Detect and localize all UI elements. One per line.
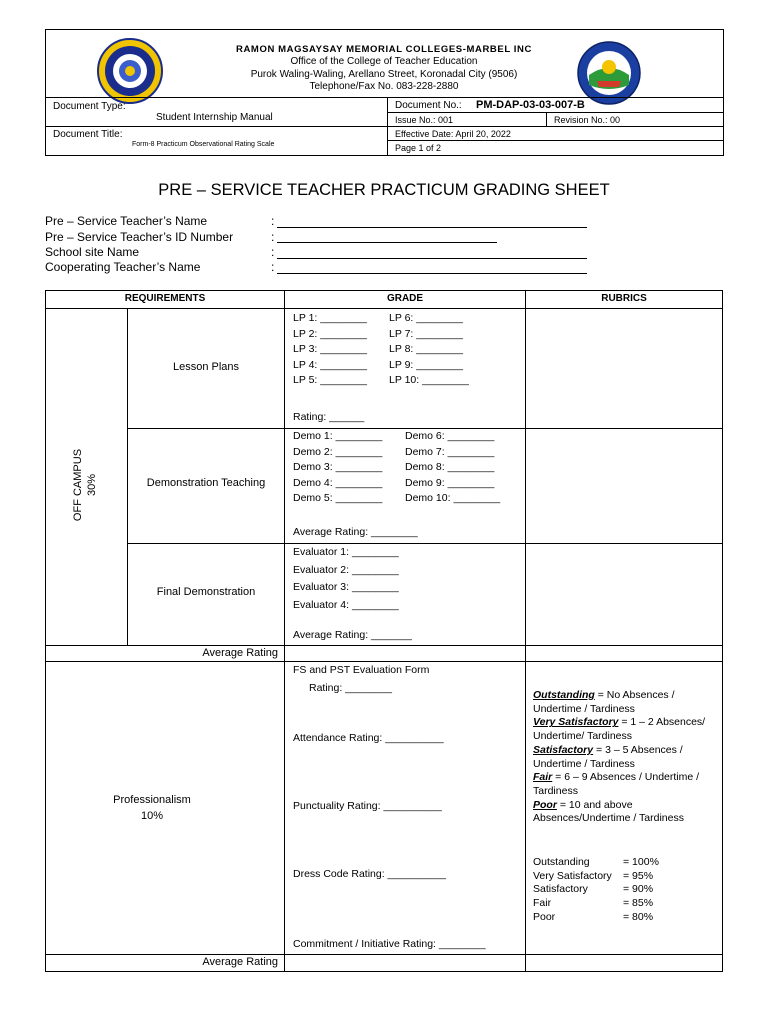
scale-name: Satisfactory [533, 883, 588, 896]
final-demo-grade-cell [284, 543, 526, 646]
doc-title-label: Document Title: [53, 129, 123, 140]
revision-no-cell [546, 112, 724, 127]
rating-scale [533, 856, 721, 924]
final-demo-average-rating[interactable]: Average Rating: _______ [293, 629, 412, 641]
demo-9[interactable]: Demo 9: ________ [405, 476, 495, 489]
average-rating-label-1: Average Rating [202, 647, 278, 659]
info-colon: : [271, 260, 275, 274]
demo-3[interactable]: Demo 3: ________ [293, 461, 383, 473]
evaluator-1[interactable]: Evaluator 1: ________ [293, 546, 399, 558]
attendance-rating[interactable]: Attendance Rating: __________ [293, 732, 444, 744]
off-campus-label [71, 425, 101, 545]
demo-1[interactable]: Demo 1: ________ [293, 430, 383, 442]
demo-average-rating[interactable]: Average Rating: ________ [293, 526, 418, 538]
office-name: Office of the College of Teacher Education [290, 56, 478, 67]
requirements-header-cell [45, 290, 285, 309]
lesson-plans-label: Lesson Plans [172, 361, 240, 373]
doc-no-value: PM-DAP-03-03-007-B [476, 99, 585, 111]
doc-title-value: Form-8 Practicum Observational Rating Scale [132, 141, 275, 148]
lp-rating[interactable]: Rating: ______ [293, 411, 365, 423]
doc-type-value: Student Internship Manual [156, 112, 273, 123]
professionalism-pct: 10% [140, 810, 164, 822]
final-demo-rubrics-cell [525, 543, 723, 646]
scale-row [533, 883, 721, 897]
commitment-rating[interactable]: Commitment / Initiative Rating: ________ [293, 938, 486, 950]
lp-2[interactable]: LP 2: ________ [293, 327, 367, 340]
info-label-id: Pre – Service Teacher’s ID Number [45, 230, 234, 244]
professionalism-cell [45, 661, 285, 955]
grade-header-cell [284, 290, 526, 309]
rubric-very-satisfactory [533, 716, 721, 743]
rubric-outstanding [533, 689, 721, 716]
id-field-line[interactable] [277, 242, 497, 243]
lp-9[interactable]: LP 9: ________ [389, 358, 463, 371]
institution-name: RAMON MAGSAYSAY MEMORIAL COLLEGES-MARBEL INC [236, 44, 532, 55]
rubric-satisfactory [533, 744, 721, 771]
lp-left-column [293, 311, 367, 389]
effective-date-cell [387, 126, 724, 141]
lesson-plans-rubrics-cell [525, 308, 723, 429]
scale-name: Poor [533, 910, 556, 923]
scale-value: = 90% [623, 883, 654, 896]
demo-5[interactable]: Demo 5: ________ [293, 492, 383, 504]
professionalism-grade-cell [284, 661, 526, 955]
cooperating-field-line[interactable] [277, 273, 587, 274]
demo-teaching-label: Demonstration Teaching [146, 477, 266, 489]
demo-8[interactable]: Demo 8: ________ [405, 461, 495, 473]
scale-row [533, 911, 721, 925]
fs-rating[interactable]: Rating: ________ [309, 682, 392, 694]
average-rating-grade-2[interactable] [284, 954, 526, 972]
lp-4[interactable]: LP 4: ________ [293, 358, 367, 371]
evaluator-3[interactable]: Evaluator 3: ________ [293, 581, 399, 593]
info-colon: : [271, 214, 275, 228]
grade-header: GRADE [386, 293, 424, 304]
scale-value: = 85% [623, 897, 654, 910]
rubric-term: Satisfactory [533, 743, 594, 756]
rubric-text: = 1 – 2 Absences/ Undertime/ Tardiness [533, 716, 706, 743]
doc-no-cell [387, 97, 724, 113]
scale-row [533, 897, 721, 911]
punctuality-rating[interactable]: Punctuality Rating: __________ [293, 800, 442, 812]
info-label-cooperating: Cooperating Teacher’s Name [45, 260, 201, 274]
issue-no-cell [387, 112, 547, 127]
scale-value: = 95% [623, 869, 654, 882]
evaluator-list [293, 544, 399, 614]
contact-number: Telephone/Fax No. 083-228-2880 [309, 81, 459, 92]
scale-name: Fair [533, 897, 552, 910]
dress-code-rating[interactable]: Dress Code Rating: __________ [293, 868, 446, 880]
rubric-poor [533, 799, 721, 826]
effective-date: Effective Date: April 20, 2022 [395, 129, 511, 139]
rubric-text: = 3 – 5 Absences / Undertime / Tardiness [533, 743, 683, 770]
lp-10[interactable]: LP 10: ________ [389, 374, 469, 386]
demo-2[interactable]: Demo 2: ________ [293, 445, 383, 458]
demo-6[interactable]: Demo 6: ________ [405, 430, 495, 442]
lp-1[interactable]: LP 1: ________ [293, 312, 367, 324]
scale-row [533, 856, 721, 870]
doc-title-cell [45, 126, 388, 156]
doc-no-label: Document No.: [395, 100, 462, 111]
lp-8[interactable]: LP 8: ________ [389, 343, 463, 355]
scale-value: = 100% [623, 856, 659, 868]
professionalism-rubrics-cell [525, 661, 723, 955]
issue-no: Issue No.: 001 [395, 115, 454, 125]
rubric-term: Poor [533, 798, 557, 811]
info-colon: : [271, 230, 275, 244]
final-demo-cell [127, 543, 285, 646]
average-rating-label-2: Average Rating [202, 956, 278, 968]
rubric-text: = 6 – 9 Absences / Undertime / Tardiness [533, 771, 700, 797]
rubrics-header: RUBRICS [601, 293, 647, 304]
revision-no: Revision No.: 00 [554, 115, 621, 125]
lp-3[interactable]: LP 3: ________ [293, 343, 367, 355]
rubric-term: Very Satisfactory [533, 716, 619, 729]
rubric-descriptions [533, 689, 721, 826]
rubric-term: Outstanding [533, 689, 595, 701]
demo-4[interactable]: Demo 4: ________ [293, 476, 383, 489]
rubrics-header-cell [525, 290, 723, 309]
final-demo-label: Final Demonstration [156, 586, 256, 598]
name-field-line[interactable] [277, 227, 587, 228]
page-title: PRE – SERVICE TEACHER PRACTICUM GRADING SHEET [158, 181, 610, 199]
demo-10[interactable]: Demo 10: ________ [405, 492, 501, 504]
rubric-term: Fair [533, 771, 553, 784]
average-rating-grade-1[interactable] [284, 645, 526, 662]
lp-7[interactable]: LP 7: ________ [389, 327, 463, 340]
scale-value: = 80% [623, 910, 654, 923]
off-campus-text: OFF CAMPUS [72, 448, 84, 522]
school-field-line[interactable] [277, 258, 587, 259]
page-number: Page 1 of 2 [395, 143, 442, 153]
lp-right-column [389, 311, 469, 389]
rubric-text: = No Absences / Undertime / Tardiness [533, 689, 675, 715]
demo-rubrics-cell [525, 428, 723, 544]
lesson-plans-grade-cell [284, 308, 526, 429]
address: Purok Waling-Waling, Arellano Street, Koronadal City (9506) [250, 69, 518, 80]
demo-teaching-grade-cell [284, 428, 526, 544]
doc-type-cell [45, 97, 388, 127]
demo-7[interactable]: Demo 7: ________ [405, 445, 495, 458]
off-campus-pct: 30% [86, 473, 98, 497]
demo-left-column [293, 429, 382, 507]
professionalism-label-wrap [46, 792, 258, 824]
average-rating-row-2 [45, 954, 285, 972]
info-label-school: School site Name [45, 245, 140, 259]
scale-name: Very Satisfactory [533, 869, 612, 882]
info-label-name: Pre – Service Teacher’s Name [45, 214, 208, 228]
average-rating-rubrics-1 [525, 645, 723, 662]
rubric-text: = 10 and above Absences/Undertime / Tardiness [533, 798, 684, 825]
evaluator-4[interactable]: Evaluator 4: ________ [293, 598, 399, 611]
lp-6[interactable]: LP 6: ________ [389, 312, 463, 324]
doc-type-label: Document Type: [53, 101, 126, 112]
rubric-fair [533, 771, 721, 798]
fs-form-label: FS and PST Evaluation Form [293, 664, 430, 676]
evaluator-2[interactable]: Evaluator 2: ________ [293, 563, 399, 576]
page-cell [387, 140, 724, 156]
scale-row [533, 870, 721, 884]
average-rating-rubrics-2 [525, 954, 723, 972]
demo-right-column [405, 429, 500, 507]
professionalism-label: Professionalism [113, 794, 191, 806]
demo-teaching-cell [127, 428, 285, 544]
average-rating-row-1 [45, 645, 285, 662]
lesson-plans-cell [127, 308, 285, 429]
info-colon: : [271, 245, 275, 259]
requirements-header: REQUIREMENTS [124, 293, 206, 304]
lp-5[interactable]: LP 5: ________ [293, 374, 367, 386]
scale-name: Outstanding [533, 856, 590, 868]
